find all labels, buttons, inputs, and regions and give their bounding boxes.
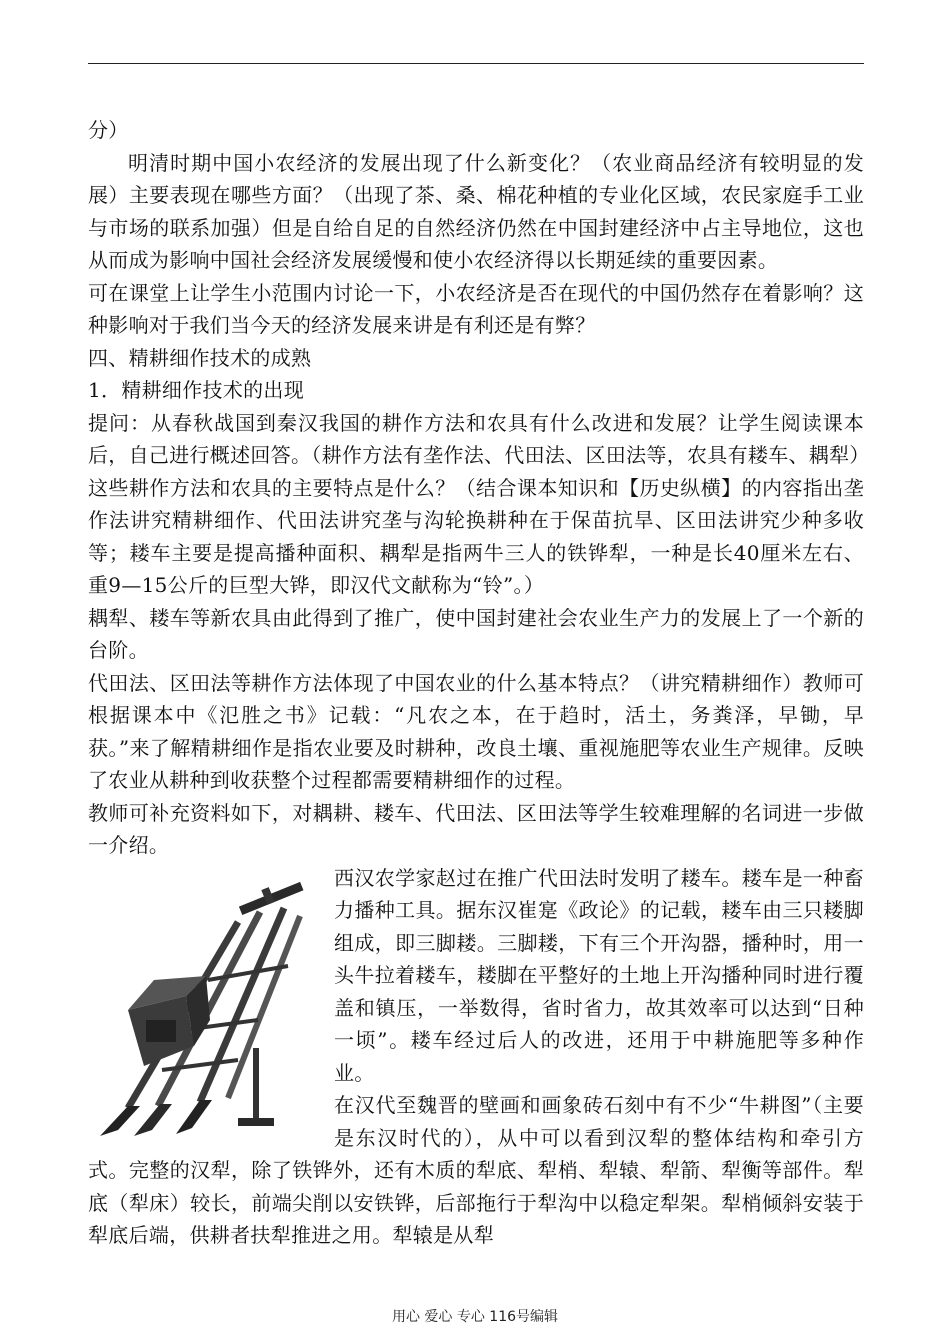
section-heading: 四、精耕细作技术的成熟 <box>88 345 312 370</box>
seed-drill-photo <box>88 870 320 1152</box>
paragraph: 可在课堂上让学生小范围内讨论一下，小农经济是否在现代的中国仍然存在着影响？这种影响对于我们当今天的经济发展来讲是有利还是有弊？ <box>88 280 864 337</box>
paragraph: 西汉农学家赵过在推广代田法时发明了耧车。耧车是一种畜力播种工具。据东汉崔寔《政论》的记载，耧车由三只耧脚组成，即三脚耧。三脚耧，下有三个开沟器，播种时，用一头牛拉着耧车，耧脚在平整好的土地上开沟播种同时进行覆盖和镇压，一举数得，省时省力，故其效率可以达到“日种一顷”。耧车经过后人的改进，还用于中耕施肥等多种作业。 <box>334 865 864 1085</box>
paragraph: 教师可补充资料如下，对耦耕、耧车、代田法、区田法等学生较难理解的名词进一步做一介绍。 <box>88 800 864 857</box>
seed-drill-illustration <box>88 870 320 1152</box>
paragraph: 在汉代至魏晋的壁画和画象砖石刻中有不少“牛耕图”（主要是东汉时代的），从中可以看到汉犁的整体结构和牵引方式。完整的汉犁，除了铁铧外，还有木质的犁底、犁梢、犁辕、犁箭、犁衡等部件。犁底（犁床）较长，前端尖削以安铁铧，后部拖行于犁沟中以稳定犁架。犁梢倾斜安装于犁底后端，供耕者扶犁推进之用。犁辕是从犁 <box>88 1093 864 1247</box>
paragraph: 分） <box>88 118 129 142</box>
paragraph: 提问：从春秋战国到秦汉我国的耕作方法和农具有什么改进和发展？让学生阅读课本后，自己进行概述回答。（耕作方法有垄作法、代田法、区田法等，农具有耧车、耦犁） <box>88 410 870 467</box>
subsection-heading: 1．精耕细作技术的出现 <box>88 378 305 402</box>
paragraph: 代田法、区田法等耕作方法体现了中国农业的什么基本特点？（讲究精耕细作）教师可根据课本中《氾胜之书》记载：“凡农之本，在于趋时，活土，务粪泽，早锄，早获。”来了解精耕细作是指农业要及时耕种，改良土壤、重视施肥等农业生产规律。反映了农业从耕种到收获整个过程都需要精耕细作的过程。 <box>88 670 864 792</box>
paragraph: 明清时期中国小农经济的发展出现了什么新变化？（农业商品经济有较明显的发展）主要表现在哪些方面？（出现了茶、桑、棉花种植的专业化区域，农民家庭手工业与市场的联系加强）但是自给自足的自然经济仍然在中国封建经济中占主导地位，这也从而成为影响中国社会经济发展缓慢和使小农经济得以长期延续的重要因素。 <box>88 150 864 272</box>
paragraph: 耦犁、耧车等新农具由此得到了推广，使中国封建社会农业生产力的发展上了一个新的台阶。 <box>88 605 864 662</box>
paragraph: 这些耕作方法和农具的主要特点是什么？（结合课本知识和【历史纵横】的内容指出垄作法讲究精耕细作、代田法讲究垄与沟轮换耕种在于保苗抗旱、区田法讲究少种多收等；耧车主要是提高播种面积、耦犁是指两牛三人的铁铧犁，一种是长40厘米左右、重9—15公斤的巨型大铧，即汉代文献称为“铃”。） <box>88 475 864 597</box>
header-rule <box>88 63 864 64</box>
page-footer: 用心 爱心 专心 116号编辑 <box>391 1309 559 1325</box>
document-body <box>88 114 870 1252</box>
